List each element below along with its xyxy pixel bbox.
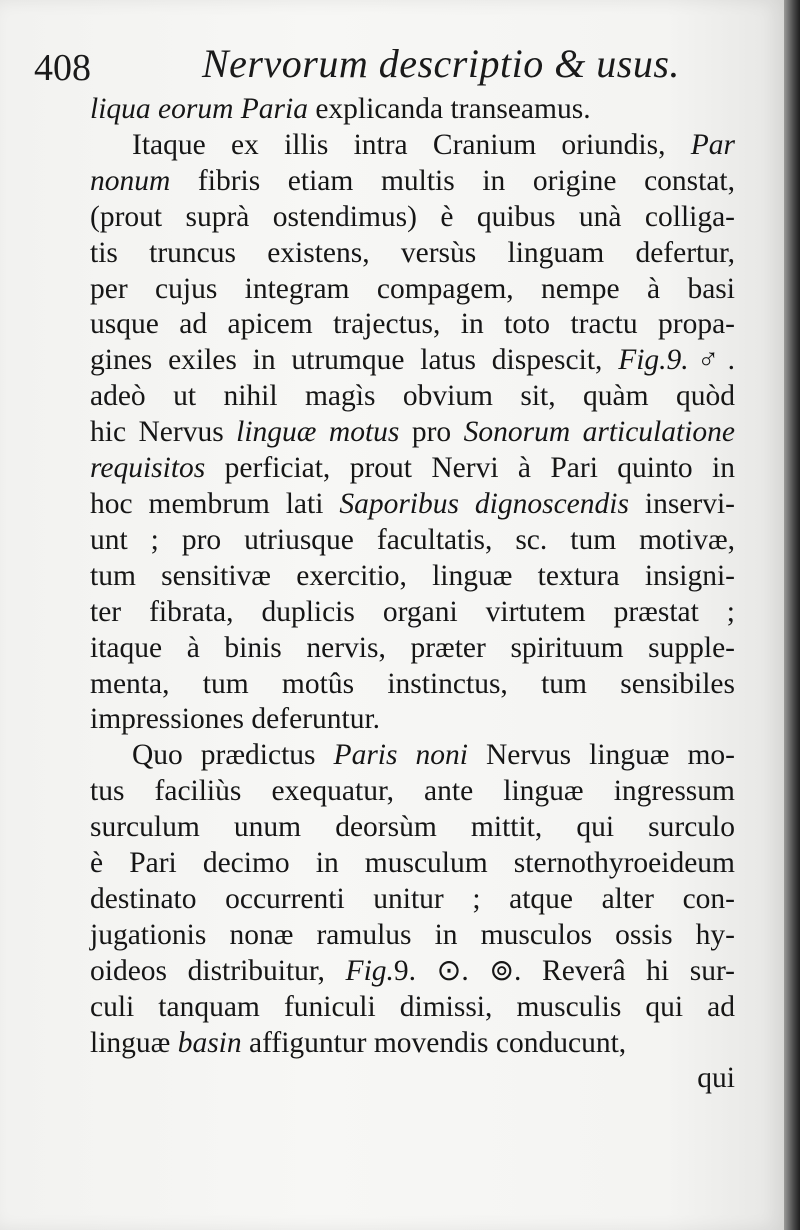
text-run: usque ad apicem trajectus, in toto tractu propa- bbox=[90, 308, 735, 341]
text-run: impressiones deferuntur. bbox=[90, 703, 381, 736]
text-run: inservi- bbox=[628, 487, 735, 520]
text-line bbox=[90, 272, 735, 308]
text-run: explicanda transeamus. bbox=[307, 93, 591, 125]
text-run: basin bbox=[177, 1026, 242, 1059]
text-line bbox=[90, 379, 735, 415]
text-line bbox=[90, 200, 735, 236]
text-run: Sonorum articulatione bbox=[463, 416, 735, 449]
text-run: Saporibus dignoscendis bbox=[339, 487, 629, 520]
text-run: oideos distribuitur, bbox=[90, 954, 346, 987]
text-run: destinato occurrenti unitur ; atque alter con- bbox=[90, 882, 735, 915]
text-line bbox=[90, 523, 735, 559]
text-run: Nervus linguæ mo- bbox=[467, 739, 736, 772]
running-title: Nervorum descriptio & usus. bbox=[202, 41, 680, 86]
page-edge-shadow bbox=[784, 0, 800, 1230]
body-text bbox=[90, 92, 735, 1097]
text-run: linguæ bbox=[90, 1026, 178, 1059]
text-line bbox=[90, 487, 735, 523]
text-line bbox=[90, 631, 735, 667]
text-line bbox=[90, 667, 735, 703]
text-line bbox=[90, 236, 735, 272]
page-header bbox=[34, 38, 734, 94]
text-line bbox=[90, 702, 735, 738]
text-run: tum sensitivæ exercitio, linguæ textura insigni- bbox=[90, 559, 735, 592]
text-run: per cujus integram compagem, nempe à basi bbox=[90, 272, 735, 305]
text-run: ter fibrata, duplicis organi virtutem præstat ; bbox=[90, 595, 735, 628]
text-run: ♂. bbox=[688, 344, 735, 377]
text-run: gines exiles in utrumque latus dispescit, bbox=[90, 344, 619, 377]
text-run: (prout suprà ostendimus) è quibus unà colliga- bbox=[90, 200, 735, 233]
text-run: hoc membrum lati bbox=[90, 487, 340, 520]
text-run: culi tanquam funiculi dimissi, musculis qui ad bbox=[90, 990, 735, 1023]
text-run: unt ; pro utriusque facultatis, sc. tum motivæ, bbox=[90, 523, 735, 556]
text-run: pro bbox=[399, 416, 464, 449]
text-run: Fig.9. bbox=[618, 344, 689, 377]
text-run: itaque à binis nervis, præter spirituum supple- bbox=[90, 631, 735, 664]
text-run: Paris noni bbox=[333, 739, 468, 772]
text-line bbox=[90, 738, 735, 774]
text-run: tus faciliùs exequatur, ante linguæ ingressum bbox=[90, 775, 735, 808]
text-run: liqua eorum Paria bbox=[90, 93, 308, 125]
text-line bbox=[90, 774, 735, 810]
text-run: Itaque ex illis intra Cranium oriundis, bbox=[132, 128, 691, 161]
text-line bbox=[90, 164, 735, 200]
text-line bbox=[90, 451, 735, 487]
text-line bbox=[90, 128, 735, 164]
text-run: tis truncus existens, versùs linguam defertur, bbox=[90, 236, 735, 269]
text-line bbox=[90, 343, 735, 379]
text-run: nonum bbox=[90, 164, 171, 197]
text-run: jugationis nonæ ramulus in musculos ossis hy- bbox=[90, 918, 735, 951]
text-run: Quo prædictus bbox=[132, 739, 334, 772]
text-line bbox=[90, 846, 735, 882]
text-run: Fig. bbox=[345, 954, 394, 987]
text-run: 9. ⊙. ⊚. Reverâ hi sur- bbox=[393, 954, 736, 987]
text-line bbox=[90, 307, 735, 343]
text-run: linguæ motus bbox=[236, 416, 400, 449]
text-line bbox=[90, 918, 735, 954]
text-line bbox=[90, 595, 735, 631]
text-run: hic Nervus bbox=[90, 416, 237, 449]
text-run: adeò ut nihil magìs obvium sit, quàm quòd bbox=[90, 380, 735, 413]
text-run: è Pari decimo in musculum sternothyroeideum bbox=[90, 847, 735, 880]
text-run: perficiat, prout Nervi à Pari quinto in bbox=[205, 452, 735, 485]
text-run: Par bbox=[690, 128, 735, 161]
text-line bbox=[90, 559, 735, 595]
page-number: 408 bbox=[34, 47, 91, 89]
text-line bbox=[90, 92, 735, 128]
text-line bbox=[90, 415, 735, 451]
catchword: qui bbox=[697, 1062, 735, 1095]
text-run: requisitos bbox=[90, 452, 206, 485]
text-run: fibris etiam multis in origine constat, bbox=[170, 164, 735, 197]
text-run: menta, tum motûs instinctus, tum sensibiles bbox=[90, 667, 735, 700]
text-line bbox=[90, 810, 735, 846]
text-run: affiguntur movendis conducunt, bbox=[241, 1026, 627, 1059]
text-line bbox=[90, 882, 735, 918]
text-line bbox=[90, 990, 735, 1026]
text-line bbox=[90, 1026, 735, 1062]
text-line bbox=[90, 954, 735, 990]
text-run: surculum unum deorsùm mittit, qui surculo bbox=[90, 811, 735, 844]
